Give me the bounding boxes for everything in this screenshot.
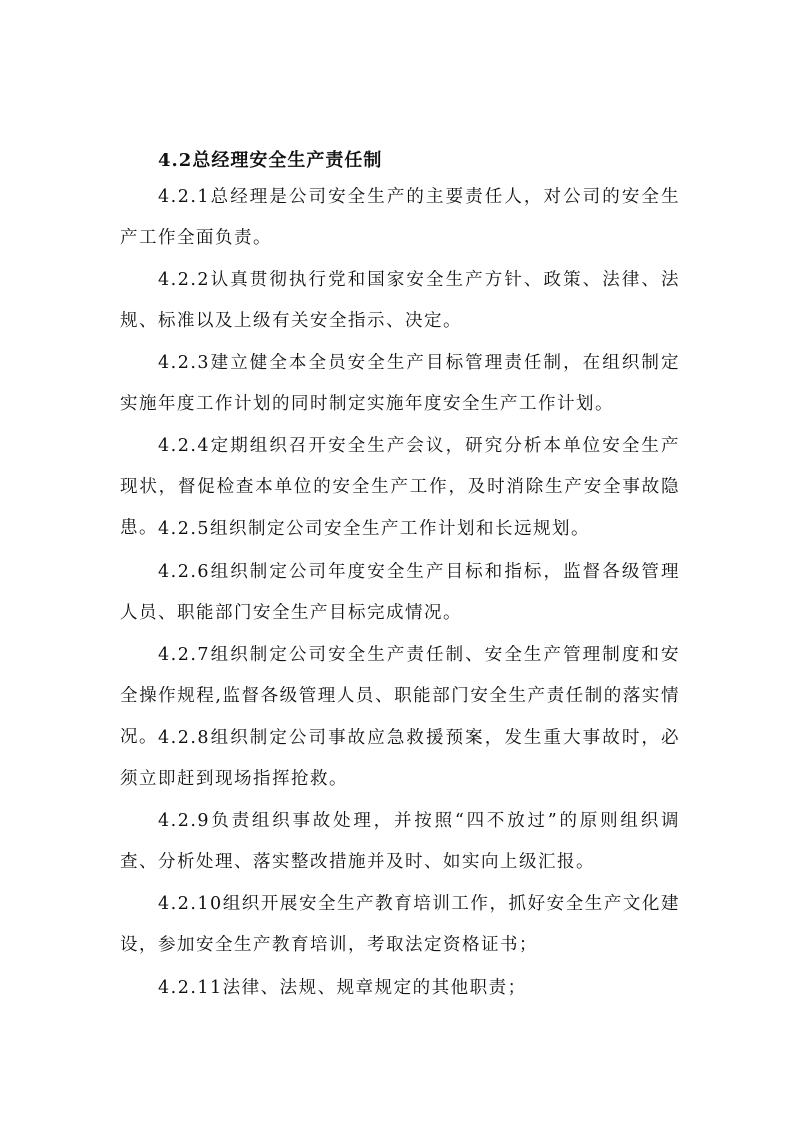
paragraph-4-2-9: 4.2.9负责组织事故处理，并按照“四不放过”的原则组织调查、分析处理、落实整改措施并及时、如实向上级汇报。 [120,811,680,872]
paragraph-4-2-3: 4.2.3建立健全本全员安全生产目标管理责任制，在组织制定实施年度工作计划的同时制定实施年度安全生产工作计划。 [120,353,680,414]
paragraph-4-2-1: 4.2.1总经理是公司安全生产的主要责任人，对公司的安全生产工作全面负责。 [120,187,680,248]
paragraph-4-2-7: 4.2.7组织制定公司安全生产责任制、安全生产管理制度和安全操作规程,监督各级管理人员、职能部门安全生产责任制的落实情况。 [120,645,680,747]
paragraph-4-2-2: 4.2.2认真贯彻执行党和国家安全生产方针、政策、法律、法规、标准以及上级有关安全指示、决定。 [120,270,680,331]
paragraph-4-2-6: 4.2.6组织制定公司年度安全生产目标和指标，监督各级管理人员、职能部门安全生产目标完成情况。 [120,562,680,623]
paragraph-4-2-10: 4.2.10组织开展安全生产教育培训工作，抓好安全生产文化建设，参加安全生产教育培训，考取法定资格证书； [120,894,680,955]
paragraph-4-2-8: 4.2.8组织制定公司事故应急救援预案，发生重大事故时，必须立即赶到现场指挥抢救。 [120,728,680,789]
paragraph-4-2-11: 4.2.11法律、法规、规章规定的其他职责； [158,978,527,998]
section-heading: 4.2总经理安全生产责任制 [158,150,383,171]
paragraph-4-2-5: 4.2.5组织制定公司安全生产工作计划和长远规划。 [158,519,591,539]
paragraph-4-2-4: 4.2.4定期组织召开安全生产会议，研究分析本单位安全生产现状，督促检查本单位的安全生产工作，及时消除生产安全事故隐患。 [120,436,680,538]
